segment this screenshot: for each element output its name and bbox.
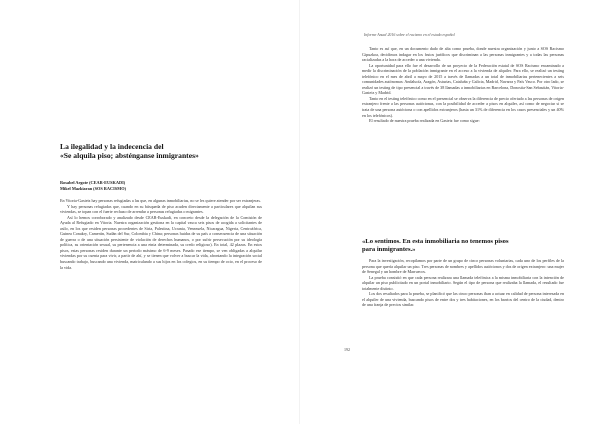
paragraph: En Vitoria-Gasteiz hay personas refugiadas a las que, en algunas inmobiliarias, no se les quiere atender por ser extranjeras. <box>60 198 261 203</box>
author-2: Mikel Mazkiaran (SOS RACISMO) <box>60 185 127 191</box>
paragraph: El resultado de nuestra prueba realizada en Gasteiz fue como sigue: <box>369 118 480 124</box>
right-body-text-bottom <box>362 258 564 398</box>
paragraph: La oportunidad para ello fue el desarrollo de un proyecto de la Federación estatal de SOS Racismo encaminado a medir la discriminación de la población inmigrante en el acceso a la vivienda de alquiler. Para ello, se realizó un testing telefónico en el mes de abril a mayo de 2015 a través de llamadas a un total de inmobiliarias pertenecientes a seis comunidades autónomas: Andalucía, Aragón, Asturias, Cataluña y Galicia, Madrid, Navarra y País Vasco. Por otro lado, se realizó un testing de tipo presencial a través de 38 llamadas a inmobiliarias en Barcelona, Donostia-San Sebastián, Vitoria-Gasteiz y Madrid. <box>362 62 564 96</box>
left-body-text <box>60 198 262 358</box>
paragraph: Tanto es así que, en un documento dado de alta como prueba, donde nuestra organización y junto a SOS Racismo Gipuzkoa, decidimos indagar en los frutos jurídicos que discriminan a las personas inmigrantes y a todas las personas racializadas a la hora de acceder a una vivienda. <box>362 46 564 63</box>
subheading-line2: para inmigrantes.» <box>362 246 416 253</box>
running-head: Informe Anual 2016 sobre el racismo en el estado español <box>364 33 455 37</box>
article-title <box>60 142 260 160</box>
section-subheading <box>362 238 562 254</box>
paragraph: Y hay personas refugiadas que, cuando en su búsqueda de piso acuden directamente a particulares que alquilan sus viviendas, se topan con el fuerte rechazo de arrendar a personas refugiadas o migrantes. <box>60 203 262 215</box>
paragraph: Así lo hemos corroborado y analizado desde CEAR-Euskadi, en concreto desde la delegación de la Comisión de Ayuda al Refugiado en Vitoria. Nuestra organización gestiona en la capital vasca seis pisos de acogida a solicitantes de asilo, en los que residen personas procedentes de Siria, Palestina, Ucrania, Venezuela, Nicaragua, Nigeria, Centroáfrica, Guinea Conakry, Camerún, Sudán del Sur, Colombia y China; personas huidas de su país a consecuencia de una situación de guerra o de una situación persistente de violación de derechos humanos, o por sufrir persecución por su ideología política, su orientación sexual, su pertenencia a una etnia determinada, su credo religioso). En total, 42 plazas. En estos pisos, estas personas residen durante un periodo máximo de 6-9 meses. Pasado ese tiempo, se ven obligadas a alquilar viviendas por su cuenta para vivir, a partir de ahí, y se tienen que volver a buscar la vida, afrontando la integración social buscando trabajo, buscando una vivienda, matriculando a sus hijos en los colegios, en su tiempo de ocio, en el proceso de la vida. <box>60 214 262 270</box>
article-title-line2: «Se alquila piso; absténganse inmigrantes» <box>60 151 199 160</box>
subheading-line1: «Lo sentimos. En esta inmobiliaria no tenemos pisos <box>362 238 509 245</box>
page-number: 192 <box>344 347 350 352</box>
authors <box>60 180 260 191</box>
paragraph: Para la investigación, recopilamos por parte de un grupo de cinco personas voluntarias, cada uno de los perfiles de la persona que quería alquilar un piso. Tres personas de nombres y apellidos autóctonos y dos de origen extranjero: una mujer de Senegal y un hombre de Marruecos. <box>362 258 564 275</box>
author-1: Rosabel Argote (CEAR-EUSKADI) <box>60 180 126 185</box>
paragraph: La prueba consistió en que cada persona realizara una llamada telefónica a la misma inmobiliaria con la intención de alquilar un piso publicitado en un portal inmobiliario. Según el tipo de persona que realizaba la llamada, el resultado fue totalmente distinto. <box>362 274 564 291</box>
article-title-line1: La ilegalidad y la indecencia del <box>60 142 164 151</box>
right-body-text-top <box>362 46 564 240</box>
paragraph: Los dos resultados para la prueba, se planificó que las cinco personas iban a actuar en calidad de persona interesada en el alquiler de una vivienda, buscando pisos de entre dos y tres habitaciones, en los barrios del centro de la ciudad, dentro de una franja de precios similar. <box>362 291 564 308</box>
paragraph: Tanto en el testing telefónico como en el presencial se observa la diferencia de precio ofertado a las personas de origen extranjero frente a las personas autóctonas, con la posibilidad de acceder a pisos en alquiler, así como de negociar si se trata de una persona autóctona o con apellidos extranjeros (hasta un 31% de diferencia en los casos presenciales y un 40% en los telefónicos). <box>362 95 564 118</box>
